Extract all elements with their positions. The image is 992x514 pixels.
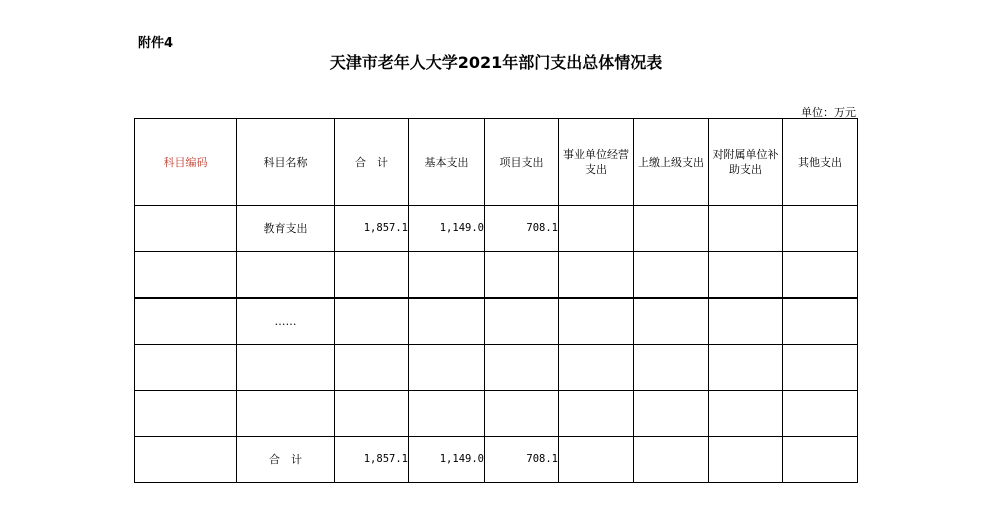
cell-name: 合 计 <box>237 437 335 483</box>
cell-name <box>237 252 335 299</box>
cell-name <box>237 345 335 391</box>
cell-total <box>335 345 409 391</box>
column-header-project: 项目支出 <box>485 119 559 206</box>
cell-name <box>237 391 335 437</box>
cell-basic <box>409 298 485 345</box>
cell-project <box>485 391 559 437</box>
cell-project <box>485 298 559 345</box>
column-header-business: 事业单位经营支出 <box>559 119 634 206</box>
cell-total: 1,857.1 <box>335 437 409 483</box>
cell-project <box>485 345 559 391</box>
table-header-row <box>135 119 858 206</box>
cell-upper <box>634 252 709 299</box>
table-row <box>135 252 858 299</box>
table-row <box>135 391 858 437</box>
cell-project: 708.1 <box>485 437 559 483</box>
cell-code <box>135 345 237 391</box>
table-row <box>135 345 858 391</box>
cell-other <box>783 345 858 391</box>
cell-business <box>559 252 634 299</box>
cell-basic <box>409 391 485 437</box>
column-header-name: 科目名称 <box>237 119 335 206</box>
column-header-subsidiary: 对附属单位补助支出 <box>709 119 783 206</box>
cell-project <box>485 252 559 299</box>
cell-code <box>135 437 237 483</box>
cell-project: 708.1 <box>485 206 559 252</box>
table-row <box>135 298 858 345</box>
expenditure-table <box>134 118 858 483</box>
cell-code <box>135 298 237 345</box>
cell-upper <box>634 345 709 391</box>
cell-other <box>783 298 858 345</box>
cell-business <box>559 437 634 483</box>
unit-label: 单位：万元 <box>801 106 856 119</box>
cell-total <box>335 252 409 299</box>
cell-business <box>559 345 634 391</box>
cell-name: …… <box>237 298 335 345</box>
cell-total <box>335 391 409 437</box>
cell-other <box>783 206 858 252</box>
cell-business <box>559 391 634 437</box>
column-header-basic: 基本支出 <box>409 119 485 206</box>
cell-upper <box>634 298 709 345</box>
cell-code <box>135 391 237 437</box>
page-title: 天津市老年人大学2021年部门支出总体情况表 <box>329 53 663 72</box>
cell-other <box>783 391 858 437</box>
cell-upper <box>634 206 709 252</box>
column-header-upper: 上缴上级支出 <box>634 119 709 206</box>
cell-upper <box>634 437 709 483</box>
cell-basic: 1,149.0 <box>409 437 485 483</box>
cell-code <box>135 206 237 252</box>
cell-business <box>559 298 634 345</box>
cell-business <box>559 206 634 252</box>
column-header-code: 科目编码 <box>135 119 237 206</box>
cell-basic <box>409 252 485 299</box>
column-header-other: 其他支出 <box>783 119 858 206</box>
cell-total <box>335 298 409 345</box>
cell-name: 教育支出 <box>237 206 335 252</box>
table-row <box>135 206 858 252</box>
cell-subsidiary <box>709 391 783 437</box>
cell-upper <box>634 391 709 437</box>
cell-basic <box>409 345 485 391</box>
total-row <box>135 437 858 483</box>
cell-subsidiary <box>709 437 783 483</box>
cell-subsidiary <box>709 206 783 252</box>
cell-subsidiary <box>709 345 783 391</box>
column-header-total: 合 计 <box>335 119 409 206</box>
attachment-label: 附件4 <box>138 36 174 51</box>
cell-total: 1,857.1 <box>335 206 409 252</box>
cell-subsidiary <box>709 298 783 345</box>
cell-other <box>783 252 858 299</box>
cell-basic: 1,149.0 <box>409 206 485 252</box>
cell-subsidiary <box>709 252 783 299</box>
cell-code <box>135 252 237 299</box>
cell-other <box>783 437 858 483</box>
